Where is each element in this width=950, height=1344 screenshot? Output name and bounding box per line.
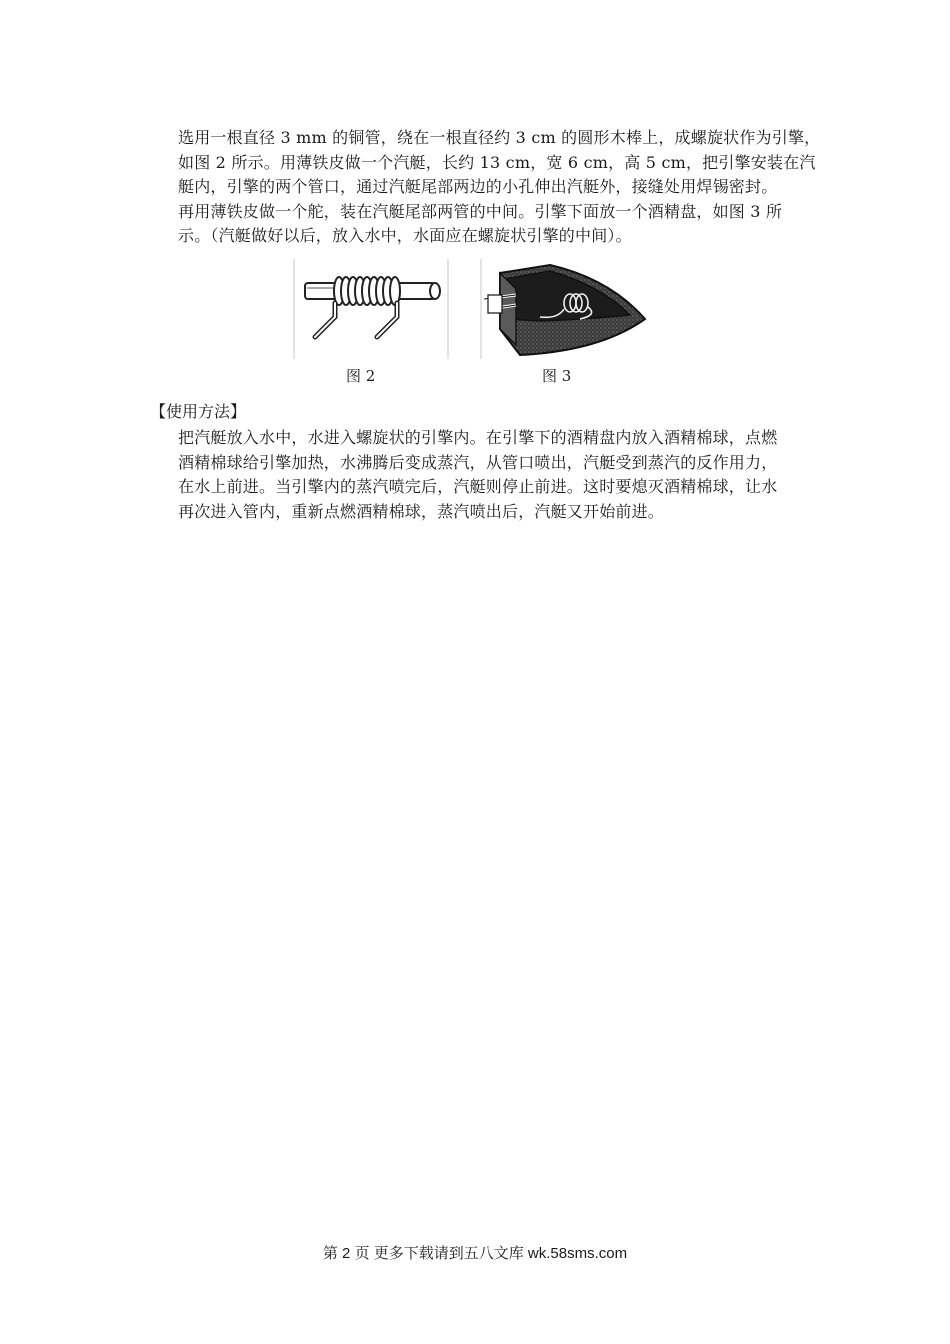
figure-2-engine-illustration [293,259,449,359]
paragraph-line: 如图 2 所示。用薄铁皮做一个汽艇，长约 13 cm，宽 6 cm，高 5 cm，把引擎安装在汽 [178,152,816,172]
figure-3-caption: 图 3 [542,367,572,385]
paragraph-line: 在水上前进。当引擎内的蒸汽喷完后，汽艇则停止前进。这时要熄灭酒精棉球，让水 [178,477,778,496]
section-heading-usage: 【使用方法】 [150,402,247,421]
paragraph-line: 艇内，引擎的两个管口，通过汽艇尾部两边的小孔伸出汽艇外，接缝处用焊锡密封。 [178,177,778,196]
figure-3-boat-illustration [480,259,650,359]
paragraph-line: 酒精棉球给引擎加热，水沸腾后变成蒸汽，从管口喷出，汽艇受到蒸汽的反作用力， [178,452,778,472]
paragraph-line: 选用一根直径 3 mm 的铜管，绕在一根直径约 3 cm 的圆形木棒上，成螺旋状作为引擎， [178,128,821,147]
page-footer: 第 2 页 更多下载请到五八文库 wk.58sms.com [322,1245,628,1262]
paragraph-construction [178,126,821,249]
paragraph-usage [178,426,818,524]
paragraph-line: 再次进入管内，重新点燃酒精棉球，蒸汽喷出后，汽艇又开始前进。 [178,501,665,521]
coiled-copper-tube-engine-icon [293,259,449,359]
figure-2-caption: 图 2 [346,367,376,385]
paragraph-line: 把汽艇放入水中，水进入螺旋状的引擎内。在引擎下的酒精盘内放入酒精棉球，点燃 [178,428,778,447]
paragraph-line: 再用薄铁皮做一个舵，装在汽艇尾部两管的中间。引擎下面放一个酒精盘，如图 3 所 [178,201,783,221]
steam-boat-hull-icon [480,259,650,359]
paragraph-line: 示。（汽艇做好以后，放入水中，水面应在螺旋状引擎的中间）。 [178,226,632,245]
